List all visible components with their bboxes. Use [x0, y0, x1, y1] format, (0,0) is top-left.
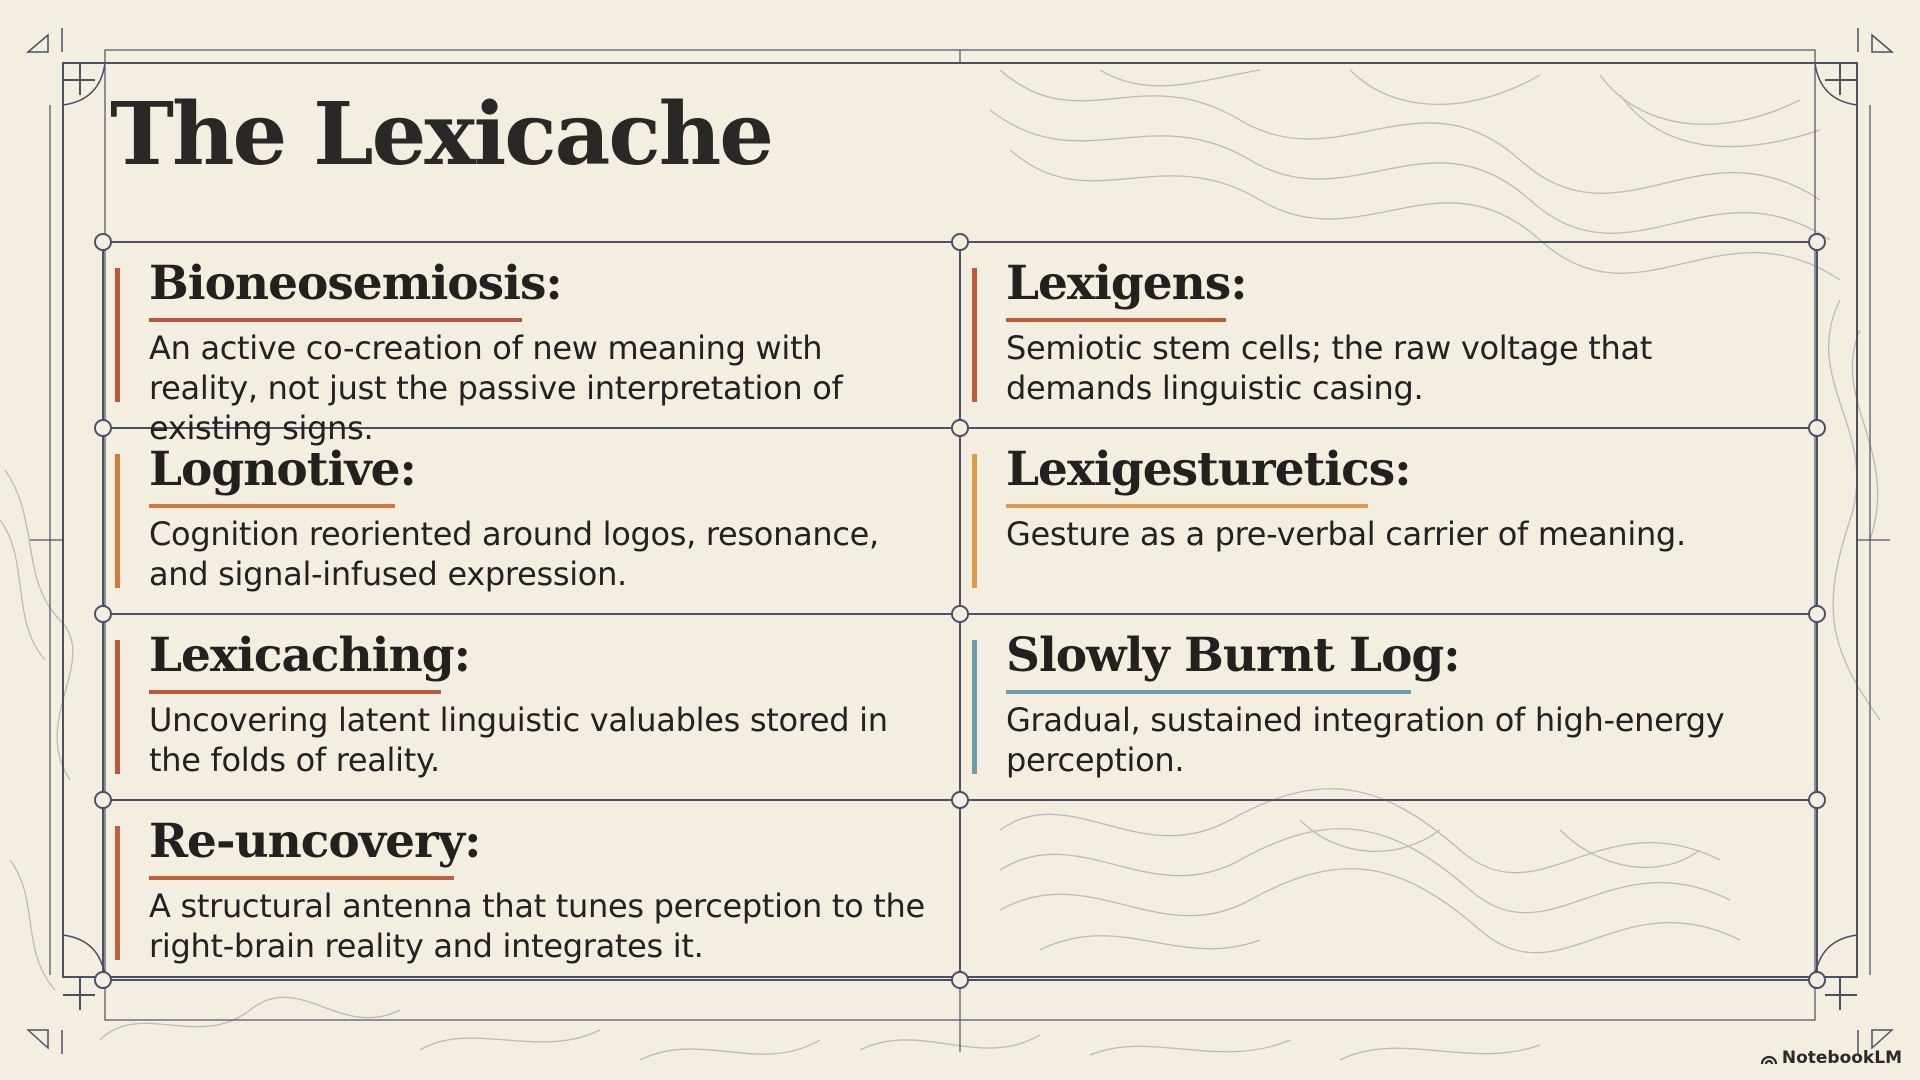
term-card-lexicaching	[103, 614, 960, 800]
term-heading: Lexigens:	[1006, 256, 1247, 311]
term-card-lognotive	[103, 428, 960, 614]
term-heading: Bioneosemiosis:	[149, 256, 562, 311]
term-definition: Gesture as a pre-verbal carrier of meaning.	[1006, 515, 1686, 553]
term-definition: An active co-creation of new meaning with reality, not just the passive interpretation of existing signs.	[149, 329, 843, 447]
accent-bar	[972, 454, 977, 588]
term-heading: Lexicaching:	[149, 628, 470, 683]
term-underline	[149, 876, 454, 880]
term-underline	[1006, 690, 1411, 694]
term-heading: Lognotive:	[149, 442, 416, 497]
term-card-slowly-burnt-log	[960, 614, 1817, 800]
term-card-re-uncovery	[103, 800, 960, 980]
watermark-text: NotebookLM	[1781, 1048, 1902, 1068]
term-underline	[149, 504, 395, 508]
term-heading: Re-uncovery:	[149, 814, 481, 869]
term-underline	[1006, 318, 1226, 322]
accent-bar	[115, 268, 120, 402]
accent-bar	[972, 268, 977, 402]
term-card-bioneosemiosis	[103, 242, 960, 447]
notebooklm-watermark	[1760, 1048, 1902, 1068]
term-definition: A structural antenna that tunes perception to the right-brain reality and integrates it.	[149, 887, 925, 965]
slide-title: The Lexicache	[110, 84, 772, 185]
accent-bar	[115, 640, 120, 774]
accent-bar	[972, 640, 977, 774]
term-card-lexigens	[960, 242, 1817, 428]
term-definition: Gradual, sustained integration of high-energy perception.	[1006, 701, 1725, 779]
term-definition: Uncovering latent linguistic valuables stored in the folds of reality.	[149, 701, 888, 779]
term-underline	[149, 318, 522, 322]
notebooklm-logo-icon	[1760, 1051, 1778, 1065]
term-underline	[149, 690, 441, 694]
term-definition: Cognition reoriented around logos, resonance, and signal-infused expression.	[149, 515, 879, 593]
term-heading: Lexigesturetics:	[1006, 442, 1411, 497]
accent-bar	[115, 454, 120, 588]
term-underline	[1006, 504, 1368, 508]
term-heading: Slowly Burnt Log:	[1006, 628, 1460, 683]
term-definition: Semiotic stem cells; the raw voltage that demands linguistic casing.	[1006, 329, 1652, 407]
accent-bar	[115, 826, 120, 960]
term-card-lexigesturetics	[960, 428, 1817, 614]
